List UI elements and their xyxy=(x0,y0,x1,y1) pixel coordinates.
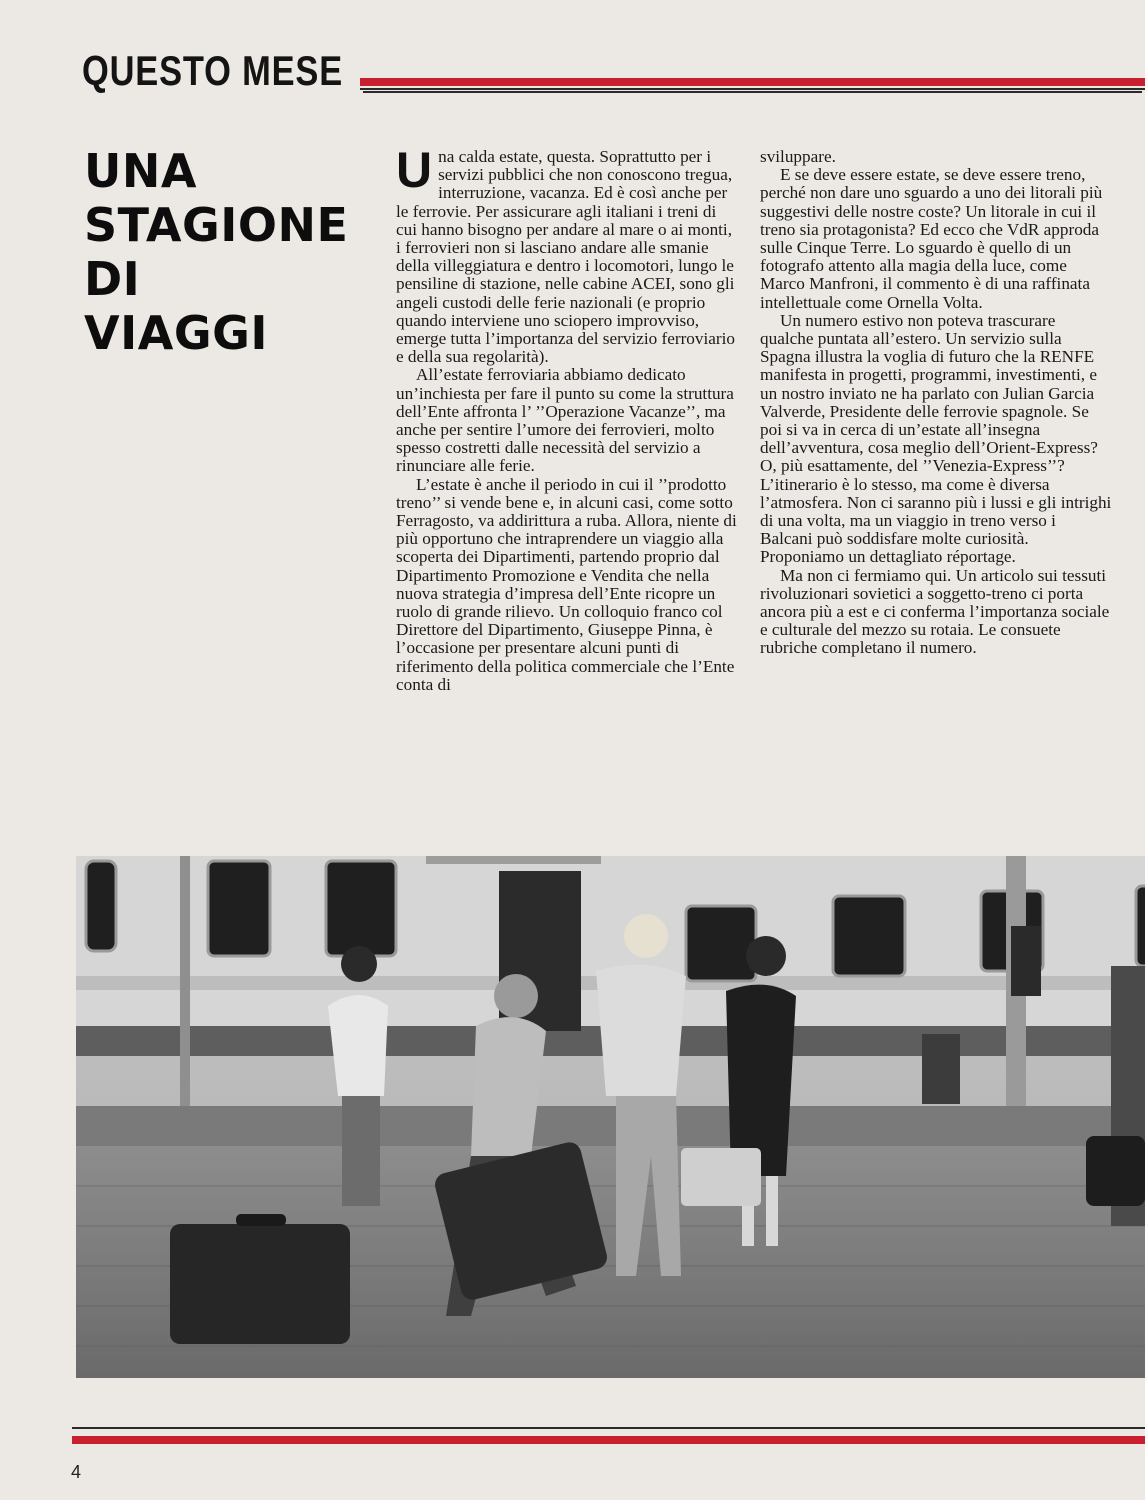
page-number: 4 xyxy=(71,1462,82,1482)
article-paragraph: All’estate ferroviaria abbiamo dedicato un’inchiesta per fare il punto su come la struttura dell’Ente affronta l’ ’’Operazione Vacanze’’, ma anche per sentire l’umore dei ferrovieri, molto spesso costretti dalle necessità del servizio a rinunciare alle ferie. xyxy=(396,365,734,476)
article-paragraph: E se deve essere estate, se deve essere treno, perché non dare uno sguardo a uno dei litorali più suggestivi delle nostre coste? Un litorale in cui il treno sia protagonista? Ed ecco che VdR approda sulle Cinque Terre. Lo sguardo è quello di un fotografo attento alla magia della luce, come Marco Manfroni, il commento è di una raffinata intellettuale come Ornella Volta. xyxy=(760,165,1103,312)
article-headline xyxy=(84,144,384,360)
headline-line: VIAGGI xyxy=(84,306,268,360)
article-column-2 xyxy=(760,148,1112,658)
headline-line: STAGIONE xyxy=(84,198,349,252)
article-column-1 xyxy=(396,142,740,694)
header-rule xyxy=(360,78,1145,86)
article-paragraph: Una calda estate, questa. Soprattutto per i servizi pubblici che non conoscono tregua, interruzione, vacanza. Ed è così anche per le ferrovie. Per assicurare agli italiani i treni di cui hanno bisogno per andare al mare o ai monti, i ferrovieri non si lasciano andare alle smanie della villeggiatura e dentro i locomotori, lungo le pensiline di stazione, nelle cabine ACEI, sono gli angeli custodi delle ferie nazionali (e proprio quando interviene uno sciopero improvviso, emerge tutta l’importanza del servizio ferroviario e della sua regolarità). xyxy=(396,142,735,367)
section-label: QUESTO MESE xyxy=(82,47,344,94)
photo-illustration xyxy=(76,856,1145,1378)
train-platform-photo xyxy=(76,856,1145,1378)
footer-rule xyxy=(72,1436,1145,1444)
article-paragraph: sviluppare. xyxy=(760,147,836,166)
article-paragraph: Ma non ci fermiamo qui. Un articolo sui tessuti rivoluzionari sovietici a soggetto-treno ci porta ancora più a est e ci conferma l’importanza sociale e culturale del mezzo su rotaia. Le consuete rubriche completano il numero. xyxy=(760,565,1110,658)
drop-cap: U xyxy=(396,142,433,198)
headline-line: DI xyxy=(84,252,141,306)
headline-line: UNA xyxy=(84,144,197,198)
article-paragraph: Un numero estivo non poteva trascurare qualche puntata all’estero. Un servizio sulla Spagna illustra la voglia di futuro che la RENFE manifesta in progetti, programmi, investimenti, e un nostro inviato ne ha parlato con Julian Garcia Valverde, Presidente delle ferrovie spagnole. Se poi si va in cerca di un’estate all’insegna dell’avventura, cosa meglio dell’Orient-Express? O, più esattamente, del ’’Venezia-Express’’? L’itinerario è lo stesso, ma come è diversa l’atmosfera. Non ci saranno più i lussi e gli intrighi di una volta, ma un viaggio in treno verso i Balcani può soddisfare molte curiosità. Proponiamo un dettagliato réportage. xyxy=(760,310,1112,567)
article-paragraph: L’estate è anche il periodo in cui il ’’prodotto treno’’ si vende bene e, in alcuni casi, come sotto Ferragosto, va addirittura a ruba. Allora, niente di più opportuno che intraprendere un viaggio alla scoperta dei Dipartimenti, partendo proprio dal Dipartimento Promozione e Vendita che nella nuova strategia d’impresa dell’Ente ricopre un ruolo di grande rilievo. Un colloquio franco col Direttore del Dipartimento, Giuseppe Pinna, è l’occasione per presentare alcuni punti di riferimento della politica commerciale che l’Ente conta di xyxy=(396,474,737,694)
